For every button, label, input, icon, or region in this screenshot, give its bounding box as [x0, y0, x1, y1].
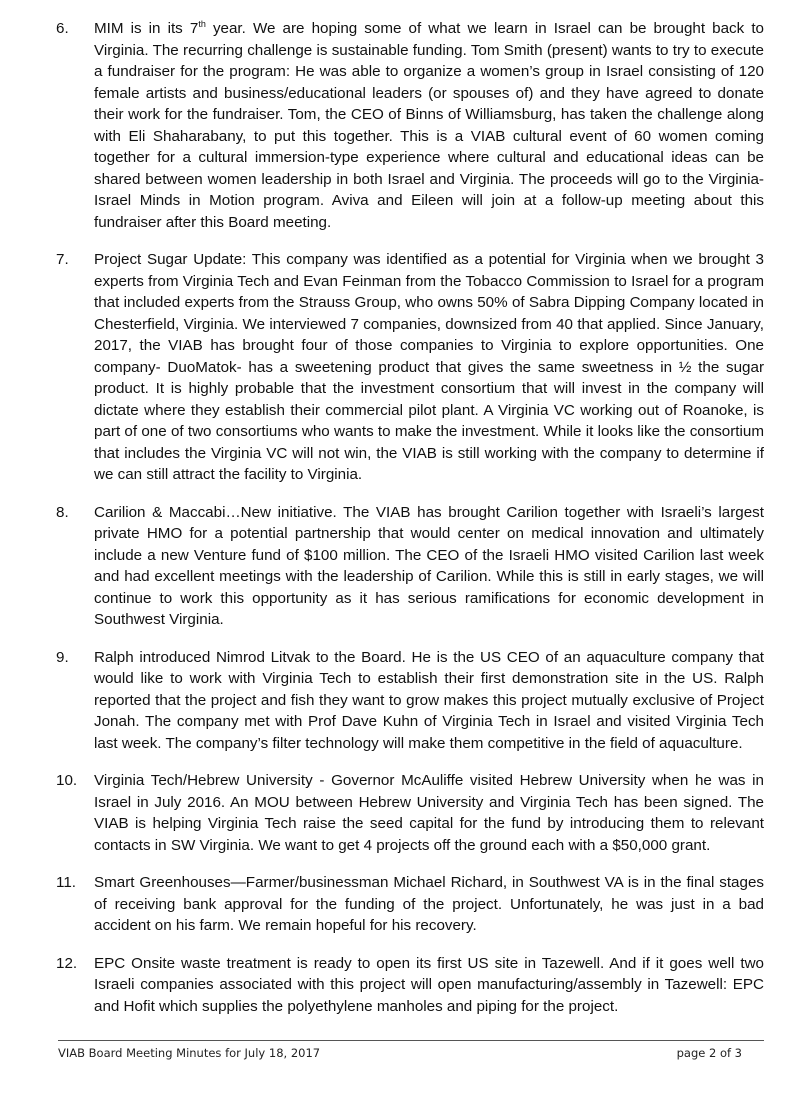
list-item-12	[56, 953, 764, 1018]
list-item-8	[56, 502, 764, 631]
item-number: 6.	[56, 20, 69, 37]
footer-divider	[58, 1040, 764, 1041]
item-paragraph: Project Sugar Update: This company was identified as a potential for Virginia when we brought 3 experts from Virginia Tech and Evan Feinman from the Tobacco Commission to Israel for a program that included experts from the Strauss Group, who owns 50% of Sabra Dipping Company located in Chesterfield, Virginia. We interviewed 7 companies, downsized from 40 that applied. Since January, 2017, the VIAB has brought four of those companies to Virginia to explore opportunities. One company- DuoMatok- has a sweetening product that gives the same sweetness in ½ the sugar product. It is highly probable that the investment consortium that will invest in the company will dictate where they establish their commercial pilot plant. A Virginia VC working out of Roanoke, is part of one of two consortiums who wants to make the investment. While it looks like the consortium that includes the Virginia VC will not win, the VIAB is still working with the company to determine if we can still attract the facility to Virginia.	[94, 251, 764, 483]
footer-title: VIAB Board Meeting Minutes for July 18, 2017	[58, 1046, 321, 1060]
item-paragraph: Ralph introduced Nimrod Litvak to the Board. He is the US CEO of an aquaculture company that would like to work with Virginia Tech to establish their first demonstration site in the US. Ralph reported that the project and fish they want to grow makes this project mutually exclusive of Project Jonah. The company met with Prof Dave Kuhn of Virginia Tech in Israel and visited Virginia Tech last week. The company’s filter technology will make them competitive in the field of aquaculture.	[94, 648, 764, 752]
item-paragraph: Virginia Tech/Hebrew University - Governor McAuliffe visited Hebrew University when he was in Israel in July 2016. An MOU between Hebrew University and Virginia Tech has been signed. The VIAB is helping Virginia Tech raise the seed capital for the fund by introducing them to relevant contacts in SW Virginia. We want to get 4 projects off the ground each with a $50,000 grant.	[94, 772, 764, 854]
item-paragraph: EPC Onsite waste treatment is ready to open its first US site in Tazewell. And if it goes well two Israeli companies associated with this project will open manufacturing/assembly in Tazewell: EPC and Hofit which supplies the polyethylene manholes and piping for the project.	[94, 954, 764, 1015]
minutes-item-list	[56, 18, 764, 1033]
list-item-9	[56, 647, 764, 755]
ordinal-superscript: th	[198, 18, 206, 29]
item-text-rest: year. We are hoping some of what we learn in Israel can be brought back to Virginia. The recurring challenge is sustainable funding. Tom Smith (present) wants to try to execute a fundraiser for the program: He was able to organize a women’s group in Israel consisting of 120 female artists and business/educational leaders (or spouses of) and they have agreed to donate their work for the fundraiser. Tom, the CEO of Binns of Williamsburg, has taken the challenge along with Eli Shaharabany, to put this together. This is a VIAB cultural event of 60 women coming together for a cultural immersion-type experience where cultural and educational ideas can be shared between women leadership in both Israel and Virginia. The proceeds will go to the Virginia-Israel Minds in Motion program. Aviva and Eileen will join at a follow-up meeting about this fundraiser after this Board meeting.	[94, 20, 765, 231]
list-item-6	[56, 18, 764, 233]
item-paragraph: Smart Greenhouses—Farmer/businessman Michael Richard, in Southwest VA is in the final stages of receiving bank approval for the funding of the project. Unfortunately, he was just in a bad accident on his farm. We remain hopeful for his recovery.	[94, 874, 764, 934]
list-item-11	[56, 872, 764, 937]
item-number: 9.	[56, 648, 69, 666]
page-number: page 2 of 3	[676, 1046, 742, 1060]
item-paragraph: Carilion & Maccabi…New initiative. The VIAB has brought Carilion together with Israeli’s largest private HMO for a potential partnership that would center on medical innovation and ultimately include a new Venture fund of $100 million. The CEO of the Israeli HMO visited Carilion last week and had excellent meetings with the leadership of Carilion. While this is still in early stages, we will continue to work this opportunity as it has serious ramifications for economic development in Southwest Virginia.	[94, 503, 764, 628]
item-number: 11.	[56, 874, 76, 891]
item-text-start: MIM is in its 7	[94, 20, 199, 37]
item-number: 12.	[56, 954, 78, 972]
list-item-7	[56, 249, 764, 486]
item-number: 7.	[56, 251, 69, 268]
list-item-10	[56, 770, 764, 856]
item-number: 10.	[56, 772, 78, 789]
item-paragraph	[94, 18, 764, 233]
item-number: 8.	[56, 503, 69, 521]
